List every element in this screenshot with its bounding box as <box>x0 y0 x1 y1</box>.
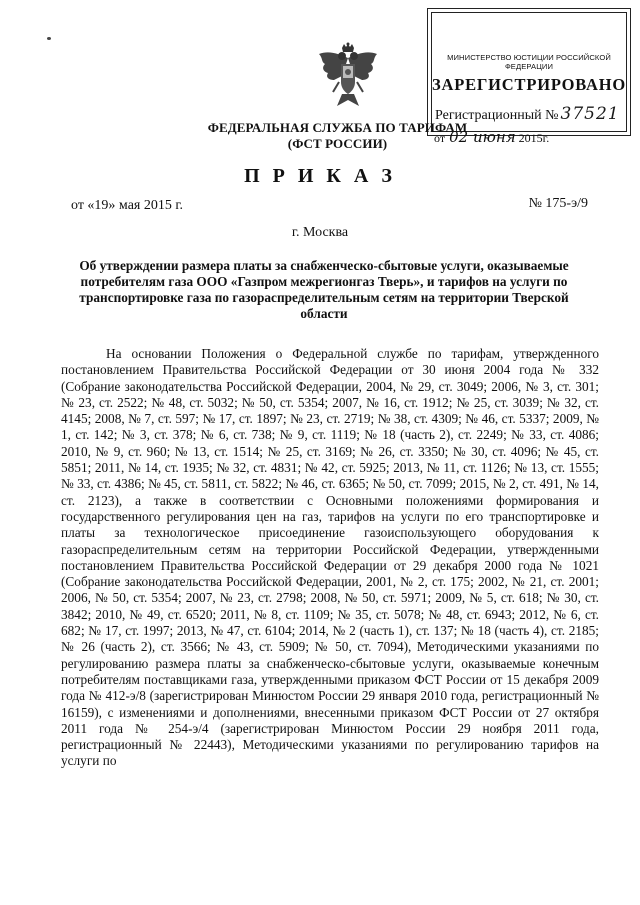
stamp-reg-label: Регистрационный № <box>435 108 559 123</box>
order-city: г. Москва <box>291 225 349 240</box>
body-paragraph: На основании Положения о Федеральной службе по тарифам, утвержденного постановлением Правительства Российской Федерации от 30 июня 2004 года № 332 (Собрание законодательства Российской Федерации, 2004, № 29, ст. 3049; 2006, № 3, ст. 301; № 23, ст. 2522; № 48, ст. 5032; № 50, ст. 5354; 2007, № 16, ст. 1912; № 25, ст. 3039; № 32, ст. 4145; 2008, № 7, ст. 597; № 17, ст. 1897; № 23, ст. 2719; № 38, ст. 4309; № 46, ст. 5337; 2009, № 1, ст. 142; № 3, ст. 378; № 6, ст. 738; № 9, ст. 1119; № 18 (часть 2), ст. 2249; № 33, ст. 4086; 2010, № 9, ст. 960; № 13, ст. 1514; № 25, ст. 3169; № 26, ст. 3350; № 30, ст. 4096; № 45, ст. 5851; 2011, № 14, ст. 1935; № 32, ст. 4831; № 42, ст. 5925; 2013, № 11, ст. 1126; № 13, ст. 1555; № 33, ст. 4386; № 45, ст. 5811, ст. 5822; № 46, ст. 6365; № 50, ст. 7099; 2015, № 2, ст. 491, № 14, ст. 2123), а также в соответствии с Основными положениями формирования и государственного регулирования цен на газ, тарифов на услуги по его транспортировке и платы за технологическое присоединение газоиспользующего оборудования к газораспределительным сетям на территории Российской Федерации, утвержденными постановлением Правительства Российской Федерации от 29 декабря 2000 года № 1021 (Собрание законодательства Российской Федерации, 2001, № 2, ст. 175; 2002, № 21, ст. 2001; 2006, № 50, ст. 5354; 2007, № 23, ст. 2798; 2008, № 50, ст. 5971; 2009, № 5, ст. 618; № 30, ст. 3842; 2010, № 49, ст. 6520; 2011, № 8, ст. 1109; № 35, ст. 5078; № 48, ст. 6943; 2012, № 6, ст. 682; № 17, ст. 1997; 2013, № 47, ст. 6104; 2014, № 2 (часть 1), ст. 137; № 18 (часть 4), ст. 2185; № 26 (часть 2), ст. 3566; № 43, ст. 5909; № 50, ст. 7094), Методическими указаниями по регулированию размера платы за снабженческо-сбытовые услуги, оказываемые конечным потребителям поставщиками газа, утвержденными приказом ФСТ России от 15 декабря 2009 года № 412-э/8 (зарегистрирован Минюстом России 29 января 2010 года, регистрационный № 16159), с изменениями и дополнениями, внесенными приказом ФСТ России от 27 октября 2011 года № 254-э/4 (зарегистрирован Минюстом России 29 ноября 2011 года, регистрационный № 22443), Методическими указаниями по регулированию тарифов на услуги по <box>61 346 599 769</box>
coat-of-arms-icon <box>315 42 381 112</box>
stamp-date-handwritten: 02 июня <box>449 128 516 146</box>
scan-speck <box>47 37 51 40</box>
org-line-1: ФЕДЕРАЛЬНАЯ СЛУЖБА ПО ТАРИФАМ <box>207 120 468 135</box>
document-title: П Р И К А З <box>244 165 396 187</box>
order-subject: Об утверждении размера платы за снабженческо-сбытовые услуги, оказываемые потребителям газа ООО «Газпром межрегионгаз Тверь», и тарифов на услуги по транспортировке газа по газораспределительным сетям на территории Тверской области <box>79 258 569 321</box>
order-number: № 175-э/9 <box>528 196 588 211</box>
stamp-reg-handwritten: 37521 <box>560 104 620 124</box>
registration-stamp <box>427 8 631 146</box>
order-date: от «19» мая 2015 г. <box>71 198 184 213</box>
stamp-year: 2015г. <box>518 131 550 145</box>
stamp-date-prefix: от <box>434 131 446 145</box>
stamp-ministry: МИНИСТЕРСТВО ЮСТИЦИИ РОССИЙСКОЙ ФЕДЕРАЦИИ <box>447 53 611 71</box>
org-line-2: (ФСТ РОССИИ) <box>287 136 388 151</box>
organization-name <box>205 120 470 152</box>
stamp-title: ЗАРЕГИСТРИРОВАНО <box>431 75 627 94</box>
